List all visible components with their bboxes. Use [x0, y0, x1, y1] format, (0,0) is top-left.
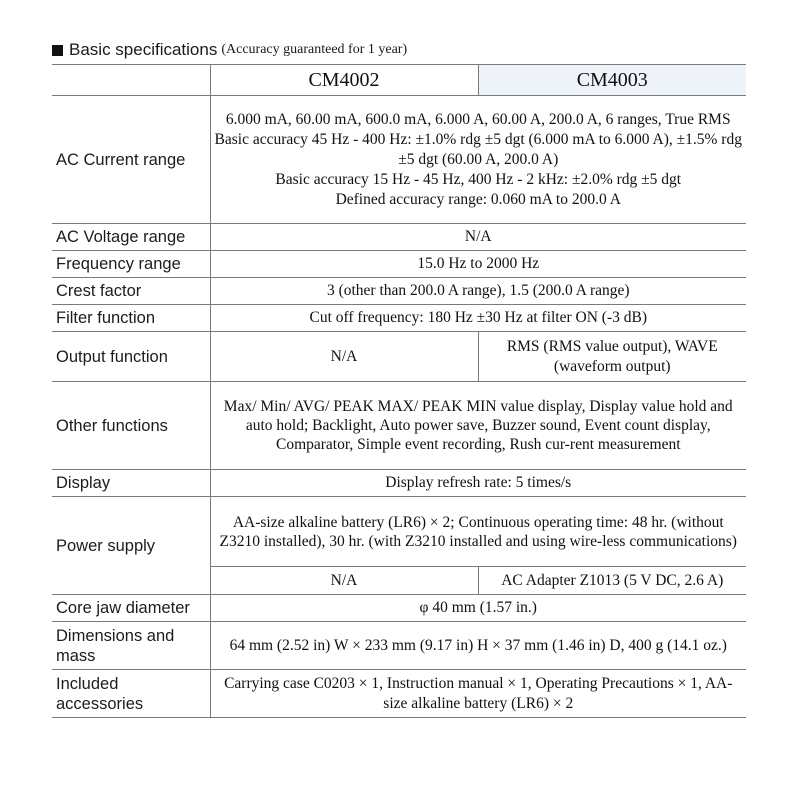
row-label: Display — [52, 470, 210, 497]
row-value: Max/ Min/ AVG/ PEAK MAX/ PEAK MIN value display, Display value hold and auto hold; Backlight, Auto power save, Buzzer sound, Event count display, Comparator, Simple event recording, Rush cur-rent measurement — [210, 382, 746, 470]
row-ac-voltage — [52, 224, 746, 251]
header-blank-cell — [52, 65, 210, 96]
row-frequency — [52, 251, 746, 278]
row-display — [52, 470, 746, 497]
row-value: AA-size alkaline battery (LR6) × 2; Continuous operating time: 48 hr. (without Z3210 installed), 30 hr. (with Z3210 installed and using wire-less communications) — [210, 497, 746, 567]
row-value: φ 40 mm (1.57 in.) — [210, 595, 746, 622]
spec-table — [52, 64, 746, 718]
section-header — [52, 36, 746, 64]
ac-current-line: Basic accuracy 45 Hz - 400 Hz: ±1.0% rdg ±5 dgt (6.000 mA to 6.000 A), ±1.5% rdg ±5 dgt (60.00 A, 200.0 A) — [214, 130, 742, 168]
row-value-cm4002: N/A — [210, 332, 478, 382]
row-label: Dimensions and mass — [52, 622, 210, 670]
row-value-cm4003: RMS (RMS value output), WAVE (waveform output) — [478, 332, 746, 382]
row-value-cm4002: N/A — [210, 567, 478, 595]
column-header-cm4002: CM4002 — [210, 65, 478, 96]
row-label: Core jaw diameter — [52, 595, 210, 622]
row-power-supply — [52, 497, 746, 567]
row-value-cm4003: AC Adapter Z1013 (5 V DC, 2.6 A) — [478, 567, 746, 595]
row-dimensions — [52, 622, 746, 670]
row-value: 3 (other than 200.0 A range), 1.5 (200.0 A range) — [210, 278, 746, 305]
row-value: 64 mm (2.52 in) W × 233 mm (9.17 in) H × 37 mm (1.46 in) D, 400 g (14.1 oz.) — [210, 622, 746, 670]
row-value: N/A — [210, 224, 746, 251]
row-label: Output function — [52, 332, 210, 382]
row-core-jaw — [52, 595, 746, 622]
row-value: Display refresh rate: 5 times/s — [210, 470, 746, 497]
row-filter — [52, 305, 746, 332]
row-crest-factor — [52, 278, 746, 305]
row-label: Other functions — [52, 382, 210, 470]
ac-current-line: Defined accuracy range: 0.060 mA to 200.0 A — [335, 190, 621, 208]
row-label: Included accessories — [52, 670, 210, 718]
ac-current-line: 6.000 mA, 60.00 mA, 600.0 mA, 6.000 A, 60.00 A, 200.0 A, 6 ranges, True RMS — [225, 110, 731, 128]
section-title: Basic specifications — [69, 40, 218, 59]
row-value — [210, 96, 746, 224]
black-square-icon — [52, 45, 63, 56]
row-label: Crest factor — [52, 278, 210, 305]
row-label: AC Voltage range — [52, 224, 210, 251]
row-value: Carrying case C0203 × 1, Instruction manual × 1, Operating Precautions × 1, AA-size alkaline battery (LR6) × 2 — [210, 670, 746, 718]
row-accessories — [52, 670, 746, 718]
row-label: AC Current range — [52, 96, 210, 224]
table-header-row — [52, 65, 746, 96]
row-label: Filter function — [52, 305, 210, 332]
row-output — [52, 332, 746, 382]
row-value: Cut off frequency: 180 Hz ±30 Hz at filter ON (-3 dB) — [210, 305, 746, 332]
section-subtitle: (Accuracy guaranteed for 1 year) — [221, 42, 408, 57]
row-label: Power supply — [52, 497, 210, 595]
spec-sheet — [52, 36, 746, 718]
row-value: 15.0 Hz to 2000 Hz — [210, 251, 746, 278]
row-ac-current — [52, 96, 746, 224]
column-header-cm4003: CM4003 — [478, 65, 746, 96]
row-label: Frequency range — [52, 251, 210, 278]
row-other-functions — [52, 382, 746, 470]
ac-current-lines — [215, 110, 743, 210]
ac-current-line: Basic accuracy 15 Hz - 45 Hz, 400 Hz - 2 kHz: ±2.0% rdg ±5 dgt — [275, 170, 682, 188]
